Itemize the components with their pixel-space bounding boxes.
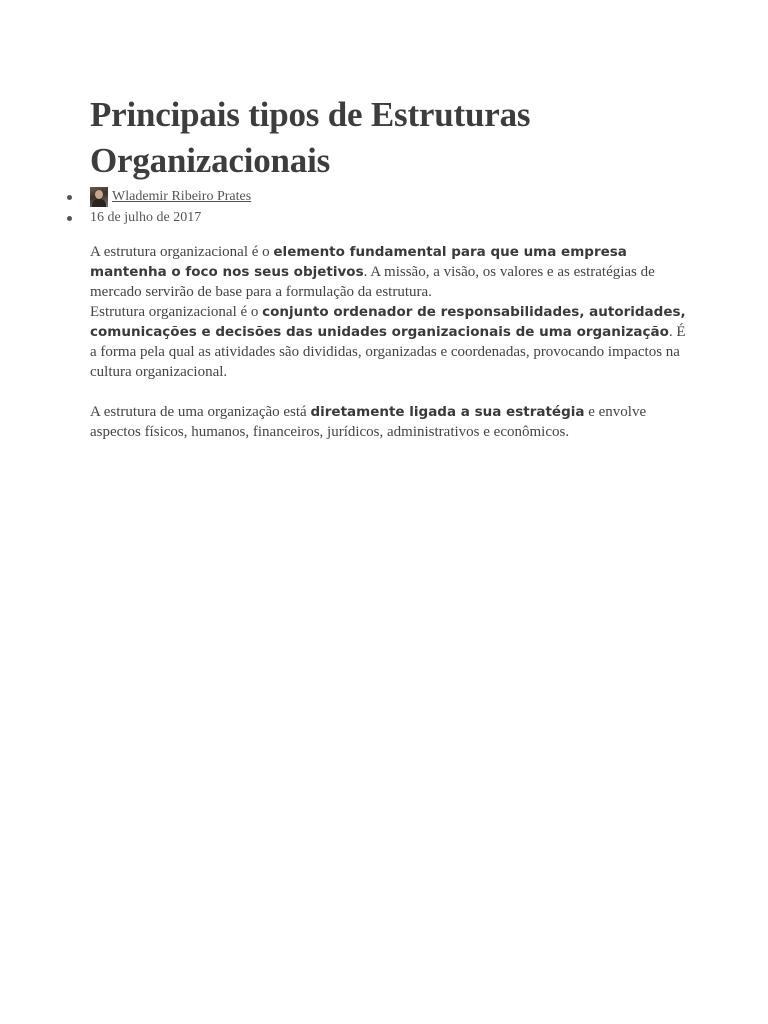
paragraph-1-highlight: elemento fundamental para que uma empresa mantenha o foco nos seus objetivos [90,244,627,280]
meta-author [90,186,690,208]
paragraph-1-text-a: A estrutura organizacional é o [90,244,274,260]
paragraph-1 [90,242,690,302]
paragraph-1-text-b: . A missão, a visão, os valores e as estratégias de mercado servirão de base para a formulação da estrutura. [90,264,655,300]
bullet-icon [67,195,72,200]
paragraph-3 [90,402,690,442]
paragraph-3-text-b: e envolve aspectos físicos, humanos, financeiros, jurídicos, administrativos e econômicos. [90,404,647,440]
paragraph-2-text-a: Estrutura organizacional é o [90,304,263,320]
article-body [90,242,690,442]
article [90,92,690,442]
paragraph-3-text-a: A estrutura de uma organização está [90,404,311,420]
paragraph-2 [90,302,690,382]
paragraph-2-text-b: . É a forma pela qual as atividades são divididas, organizadas e coordenadas, provocando impactos na cultura organizacional. [90,324,686,380]
bullet-icon [67,216,72,221]
author-avatar-icon[interactable] [90,187,108,207]
author-link[interactable]: Wlademir Ribeiro Prates [112,189,252,204]
article-meta [90,186,690,228]
article-title: Principais tipos de Estruturas Organizacionais [90,95,531,180]
meta-date [90,208,690,228]
paragraph-3-highlight: diretamente ligada a sua estratégia [310,404,585,420]
paragraph-2-highlight: conjunto ordenador de responsabilidades, autoridades, comunicações e decisões das unidades organizacionais de uma organização [90,304,686,340]
publish-date: 16 de julho de 2017 [90,210,202,225]
